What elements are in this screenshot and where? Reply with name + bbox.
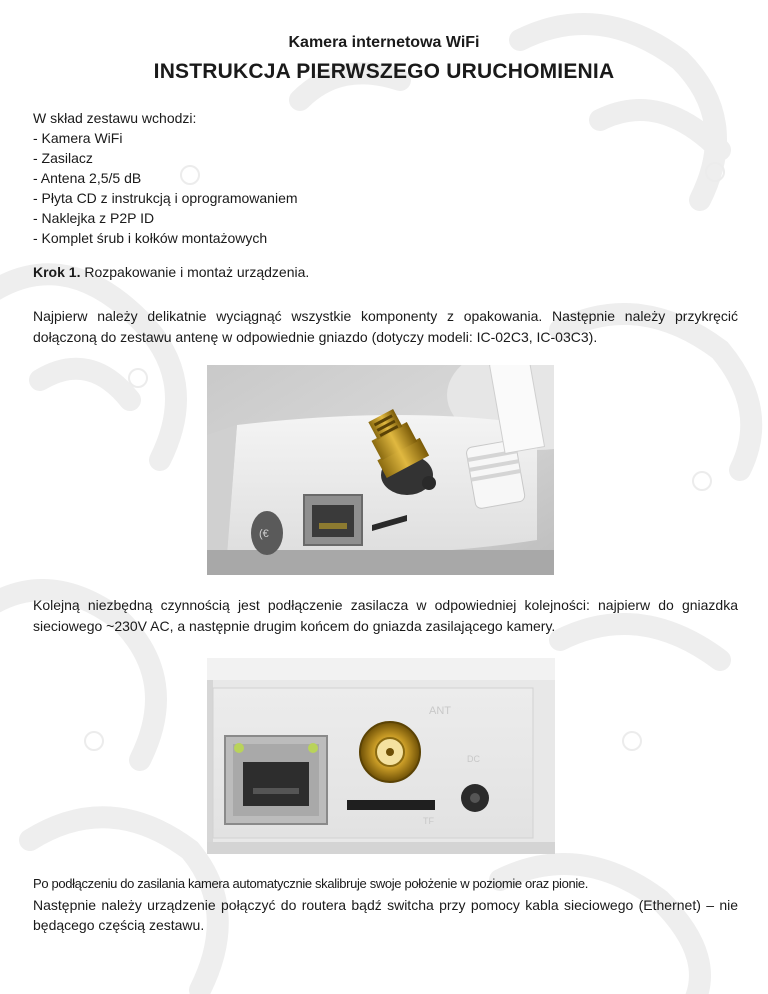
paragraph-antenna: Najpierw należy delikatnie wyciągnąć wszystkie komponenty z opakowania. Następnie należy przykręcić dołączoną do zestawu antenę w odpowiednie gniazdo (dotyczy modeli: IC-02C3, IC-03C3). (33, 308, 738, 345)
contents-item: - Zasilacz (33, 150, 93, 166)
contents-item: - Komplet śrub i kołków montażowych (33, 230, 268, 246)
contents-item: - Płyta CD z instrukcją i oprogramowaniem (33, 190, 298, 206)
step-1-text: Rozpakowanie i montaż urządzenia. (80, 264, 310, 280)
step-1-label: Krok 1. (33, 264, 81, 280)
document-title: INSTRUKCJA PIERWSZEGO URUCHOMIENIA (153, 60, 615, 83)
package-contents (33, 108, 298, 248)
antenna-connector-photo (207, 365, 554, 575)
tf-label: TF (423, 816, 434, 826)
paragraph-power: Kolejną niezbędną czynnością jest podłączenie zasilacza w odpowiedniej kolejności: najpierw do gniazdka sieciowego ~230V AC, a następnie drugim końcem do gniazda zasilającego kamery. (33, 597, 738, 634)
paragraph-network-line1: Po podłączeniu do zasilania kamera automatycznie skalibruje swoje położenie w poziomie oraz pionie. (33, 876, 589, 891)
ant-label: ANT (429, 705, 451, 717)
step-1-heading (33, 264, 309, 280)
contents-item: - Kamera WiFi (33, 130, 123, 146)
svg-text:(€: (€ (259, 528, 269, 540)
paragraph-network (33, 873, 738, 936)
contents-intro: W skład zestawu wchodzi: (33, 110, 197, 126)
contents-item: - Naklejka z P2P ID (33, 210, 155, 226)
contents-item: - Antena 2,5/5 dB (33, 170, 142, 186)
paragraph-network-rest: Następnie należy urządzenie połączyć do routera bądź switcha przy pomocy kabla sieciowego (Ethernet) – nie będącego częścią zestawu. (33, 896, 738, 933)
dc-label: DC (467, 754, 480, 764)
rear-panel-photo (207, 658, 555, 854)
document-subtitle: Kamera internetowa WiFi (288, 34, 480, 51)
